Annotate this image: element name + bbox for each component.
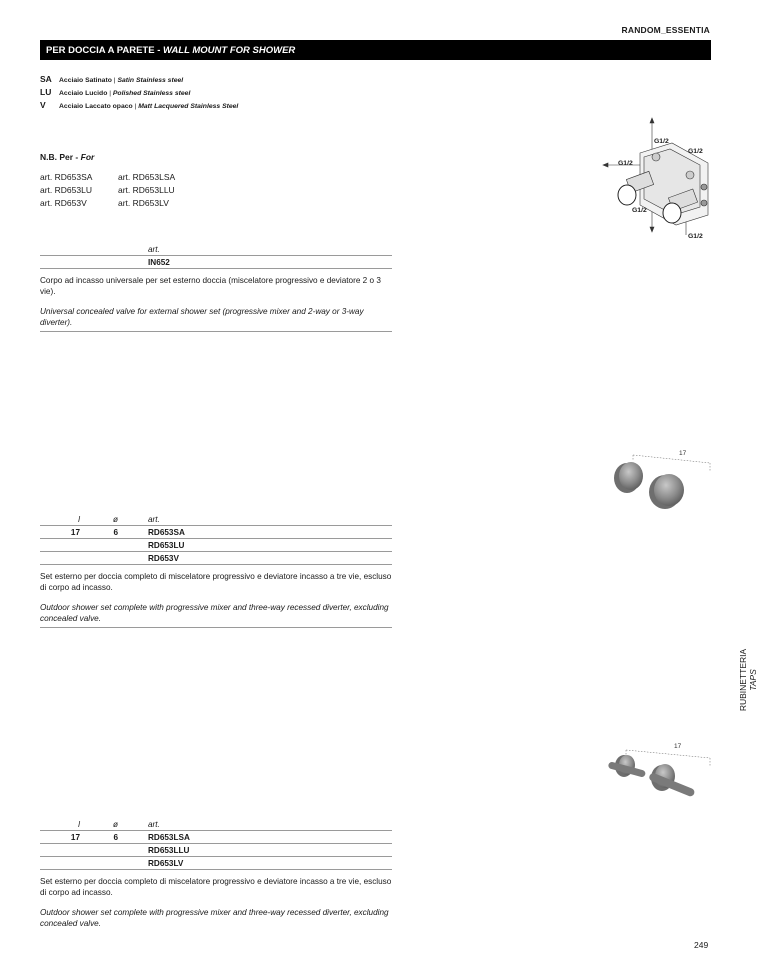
dimension-label: 17 (674, 743, 682, 750)
side-category-label (738, 645, 766, 715)
nb-label: N.B. Per - For (40, 152, 95, 162)
table-row: RD653LV (40, 857, 392, 870)
table-row: RD653LU (40, 539, 392, 552)
description-en: Outdoor shower set complete with progressive mixer and three-way recessed diverter, excluding concealed valve. (40, 603, 389, 623)
brand-header: RANDOM_ESSENTIA (621, 25, 710, 35)
description-it: Set esterno per doccia completo di miscelatore progressivo e deviatore incasso a tre vie, escluso di corpo ad incasso. (40, 877, 392, 897)
nb-row: art. RD653LU art. RD653LLU (40, 185, 175, 195)
finish-row (40, 100, 238, 113)
table-header: l ø art. (40, 513, 392, 526)
table-row: 17 6 RD653SA (40, 526, 392, 539)
side-label-en: TAPS (748, 669, 758, 691)
finish-text: Acciaio Satinato | Satin Stainless steel (59, 77, 184, 84)
round-knobs-drawing (605, 445, 717, 515)
product-in652 (40, 243, 392, 332)
connection-label: G1/2 (654, 138, 669, 145)
product-rd653 (40, 513, 392, 628)
nb-article-grid (40, 172, 196, 211)
connection-label: G1/2 (632, 207, 647, 214)
finish-row (40, 74, 238, 87)
concealed-valve-drawing (600, 115, 720, 245)
table-row: IN652 (40, 256, 392, 269)
description-en: Outdoor shower set complete with progressive mixer and three-way recessed diverter, excluding concealed valve. (40, 908, 389, 928)
product-rd653l (40, 818, 392, 929)
table-header: art. (40, 243, 392, 256)
finish-row (40, 87, 238, 100)
finish-code: V (40, 100, 46, 110)
table-header: l ø art. (40, 818, 392, 831)
description-it: Corpo ad incasso universale per set esterno doccia (miscelatore progressivo e deviatore 2 o 3 vie). (40, 276, 381, 296)
table-row: RD653LLU (40, 844, 392, 857)
description-en: Universal concealed valve for external shower set (progressive mixer and 2-way or 3-way diverter). (40, 307, 364, 327)
finish-code: LU (40, 87, 52, 97)
dimension-label: 17 (679, 450, 687, 457)
section-title-bar (40, 40, 711, 60)
table-row: 17 6 RD653LSA (40, 831, 392, 844)
side-label-it: RUBINETTERIA (738, 648, 748, 712)
finish-code: SA (40, 74, 52, 84)
finish-text: Acciaio Lucido | Polished Stainless steel (59, 90, 191, 97)
description-it: Set esterno per doccia completo di miscelatore progressivo e deviatore incasso a tre vie, escluso di corpo ad incasso. (40, 572, 392, 592)
connection-label: G1/2 (688, 233, 703, 240)
lever-handles-drawing (600, 738, 715, 808)
nb-row: art. RD653V art. RD653LV (40, 198, 169, 208)
finish-legend (40, 74, 238, 113)
connection-label: G1/2 (688, 148, 703, 155)
table-row: RD653V (40, 552, 392, 565)
page-number: 249 (694, 940, 709, 950)
nb-row: art. RD653SA art. RD653LSA (40, 172, 176, 182)
finish-text: Acciaio Laccato opaco | Matt Lacquered Stainless Steel (59, 103, 239, 110)
section-title-it: PER DOCCIA A PARETE - (46, 45, 163, 56)
connection-label: G1/2 (618, 160, 633, 167)
section-title-en: WALL MOUNT FOR SHOWER (163, 45, 296, 56)
